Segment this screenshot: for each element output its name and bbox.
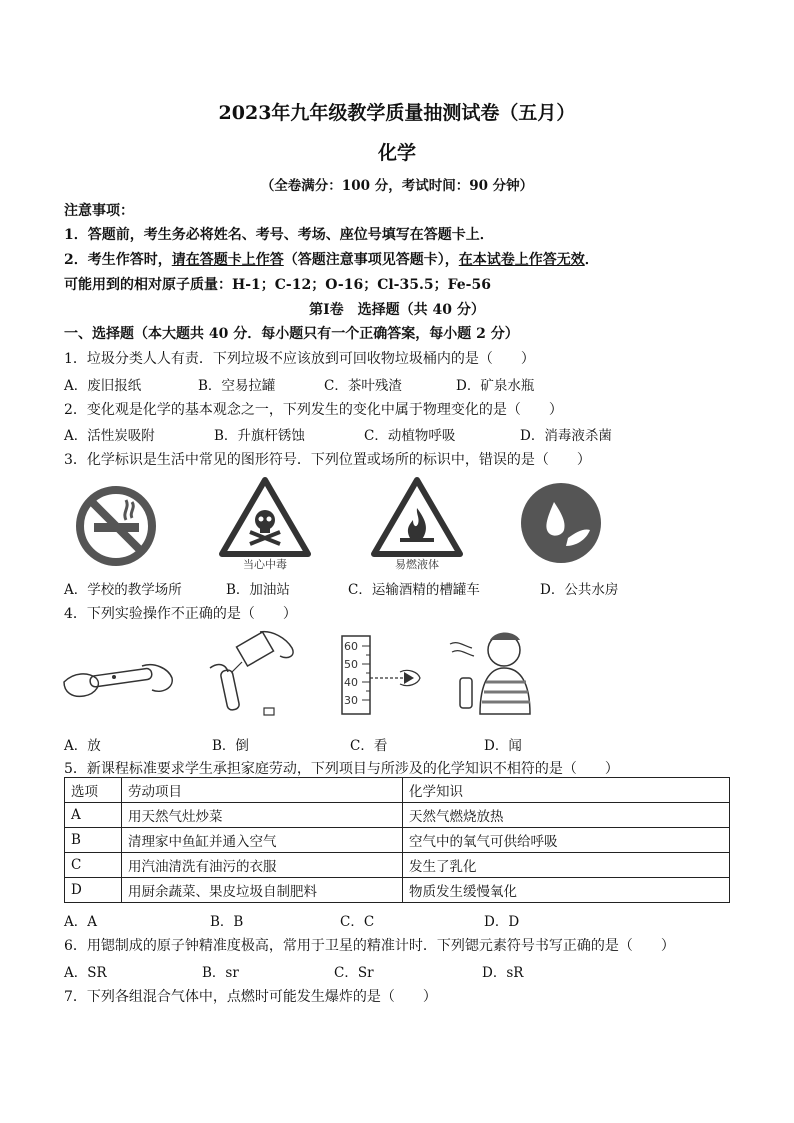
section-heading: 一、选择题（本大题共 40 分．每小题只有一个正确答案，每小题 2 分） [64, 326, 519, 342]
q4-option-a[interactable]: A．放 [64, 738, 101, 754]
table-row [65, 828, 730, 853]
q1-stem: 1．垃圾分类人人有责．下列垃圾不应该放到可回收物垃圾桶内的是（ ） [64, 351, 535, 367]
table-cell: 用厨余蔬菜、果皮垃圾自制肥料 [122, 878, 403, 903]
table-row [65, 853, 730, 878]
table-header-cell: 化学知识 [403, 778, 730, 803]
table-cell: C [65, 853, 122, 878]
note-2-c: （答题注意事项见答题卡）， [283, 252, 459, 268]
test-tube-placing-illustration-icon [62, 648, 174, 708]
q4-option-b[interactable]: B．倒 [212, 738, 249, 754]
q2-stem: 2．变化观是化学的基本观念之一，下列发生的变化中属于物理变化的是（ ） [64, 402, 563, 418]
cylinder-tick-30: 30 [344, 694, 358, 707]
q3-option-a[interactable]: A．学校的教学场所 [64, 582, 182, 598]
table-header-cell: 选项 [65, 778, 122, 803]
q6-option-d[interactable]: D．sR [482, 965, 524, 981]
flammable-sign-label: 易燃液体 [395, 558, 439, 571]
note-2-a: 2．考生作答时， [64, 252, 172, 268]
table-cell: 天然气燃烧放热 [403, 803, 730, 828]
q6-option-b[interactable]: B．sr [202, 965, 239, 981]
exam-info: （全卷满分：100 分，考试时间：90 分钟） [260, 178, 534, 194]
table-header-cell: 劳动项目 [122, 778, 403, 803]
table-cell: 发生了乳化 [403, 853, 730, 878]
table-cell: 用天然气灶炒菜 [122, 803, 403, 828]
q3-option-d[interactable]: D．公共水房 [540, 582, 619, 598]
q4-stem: 4．下列实验操作不正确的是（ ） [64, 606, 297, 622]
toxic-sign-label: 当心中毒 [243, 558, 287, 571]
note-2-e: ． [584, 252, 599, 268]
note-2-d: 在本试卷上作答无效 [458, 252, 585, 268]
water-saving-sign-icon [518, 480, 604, 566]
q2-option-d[interactable]: D．消毒液杀菌 [520, 428, 612, 444]
q7-stem: 7．下列各组混合气体中，点燃时可能发生爆炸的是（ ） [64, 989, 437, 1005]
atomic-masses: 可能用到的相对原子质量：H-1；C-12；O-16；Cl-35.5；Fe-56 [64, 277, 491, 293]
note-2-b: 请在答题卡上作答 [171, 252, 284, 268]
q1-option-c[interactable]: C．茶叶残渣 [324, 378, 402, 394]
liquid-pouring-illustration-icon [202, 628, 302, 720]
q3-option-b[interactable]: B．加油站 [226, 582, 290, 598]
no-smoking-sign-icon [74, 484, 158, 568]
q4-option-c[interactable]: C．看 [350, 738, 388, 754]
q4-option-d[interactable]: D．闻 [484, 738, 522, 754]
q5-table [64, 777, 730, 903]
q5-stem: 5．新课程标准要求学生承担家庭劳动，下列项目与所涉及的化学知识不相符的是（ ） [64, 761, 619, 777]
table-cell: B [65, 828, 122, 853]
table-row [65, 878, 730, 903]
cylinder-tick-40: 40 [344, 676, 358, 689]
notes-heading: 注意事项： [64, 203, 134, 219]
table-cell: 清理家中鱼缸并通入空气 [122, 828, 403, 853]
part-one-title: 第Ⅰ卷 选择题（共 40 分） [309, 302, 485, 318]
subject-title: 化学 [377, 142, 416, 164]
q3-option-c[interactable]: C．运输酒精的槽罐车 [348, 582, 480, 598]
table-cell: D [65, 878, 122, 903]
q2-option-c[interactable]: C．动植物呼吸 [364, 428, 456, 444]
cylinder-tick-50: 50 [344, 658, 358, 671]
q1-option-b[interactable]: B．空易拉罐 [198, 378, 276, 394]
q5-option-a[interactable]: A．A [64, 914, 97, 930]
smelling-gas-illustration-icon [446, 626, 536, 716]
q6-option-a[interactable]: A．SR [64, 965, 107, 981]
note-1: 1．答题前，考生务必将姓名、考号、考场、座位号填写在答题卡上． [64, 227, 494, 243]
q1-option-a[interactable]: A．废旧报纸 [64, 378, 142, 394]
q6-option-c[interactable]: C．Sr [334, 965, 374, 981]
table-header-row [65, 778, 730, 803]
note-2 [64, 249, 599, 269]
table-row [65, 803, 730, 828]
q5-option-b[interactable]: B．B [210, 914, 244, 930]
toxic-warning-sign-icon [216, 474, 314, 572]
graduated-cylinder-reading-illustration-icon [338, 632, 432, 716]
table-cell: 物质发生缓慢氧化 [403, 878, 730, 903]
q3-stem: 3．化学标识是生活中常见的图形符号．下列位置或场所的标识中，错误的是（ ） [64, 452, 591, 468]
q5-option-d[interactable]: D．D [484, 914, 520, 930]
q6-stem: 6．用锶制成的原子钟精准度极高，常用于卫星的精准计时．下列锶元素符号书写正确的是（ ） [64, 938, 675, 954]
table-cell: 用汽油清洗有油污的衣服 [122, 853, 403, 878]
exam-title: 2023年九年级教学质量抽测试卷（五月） [218, 102, 576, 124]
table-cell: A [65, 803, 122, 828]
q5-option-c[interactable]: C．C [340, 914, 375, 930]
flammable-liquid-sign-icon [368, 474, 466, 572]
cylinder-tick-60: 60 [344, 640, 358, 653]
q2-option-b[interactable]: B．升旗杆锈蚀 [214, 428, 305, 444]
q1-option-d[interactable]: D．矿泉水瓶 [456, 378, 535, 394]
table-cell: 空气中的氧气可供给呼吸 [403, 828, 730, 853]
q2-option-a[interactable]: A．活性炭吸附 [64, 428, 155, 444]
